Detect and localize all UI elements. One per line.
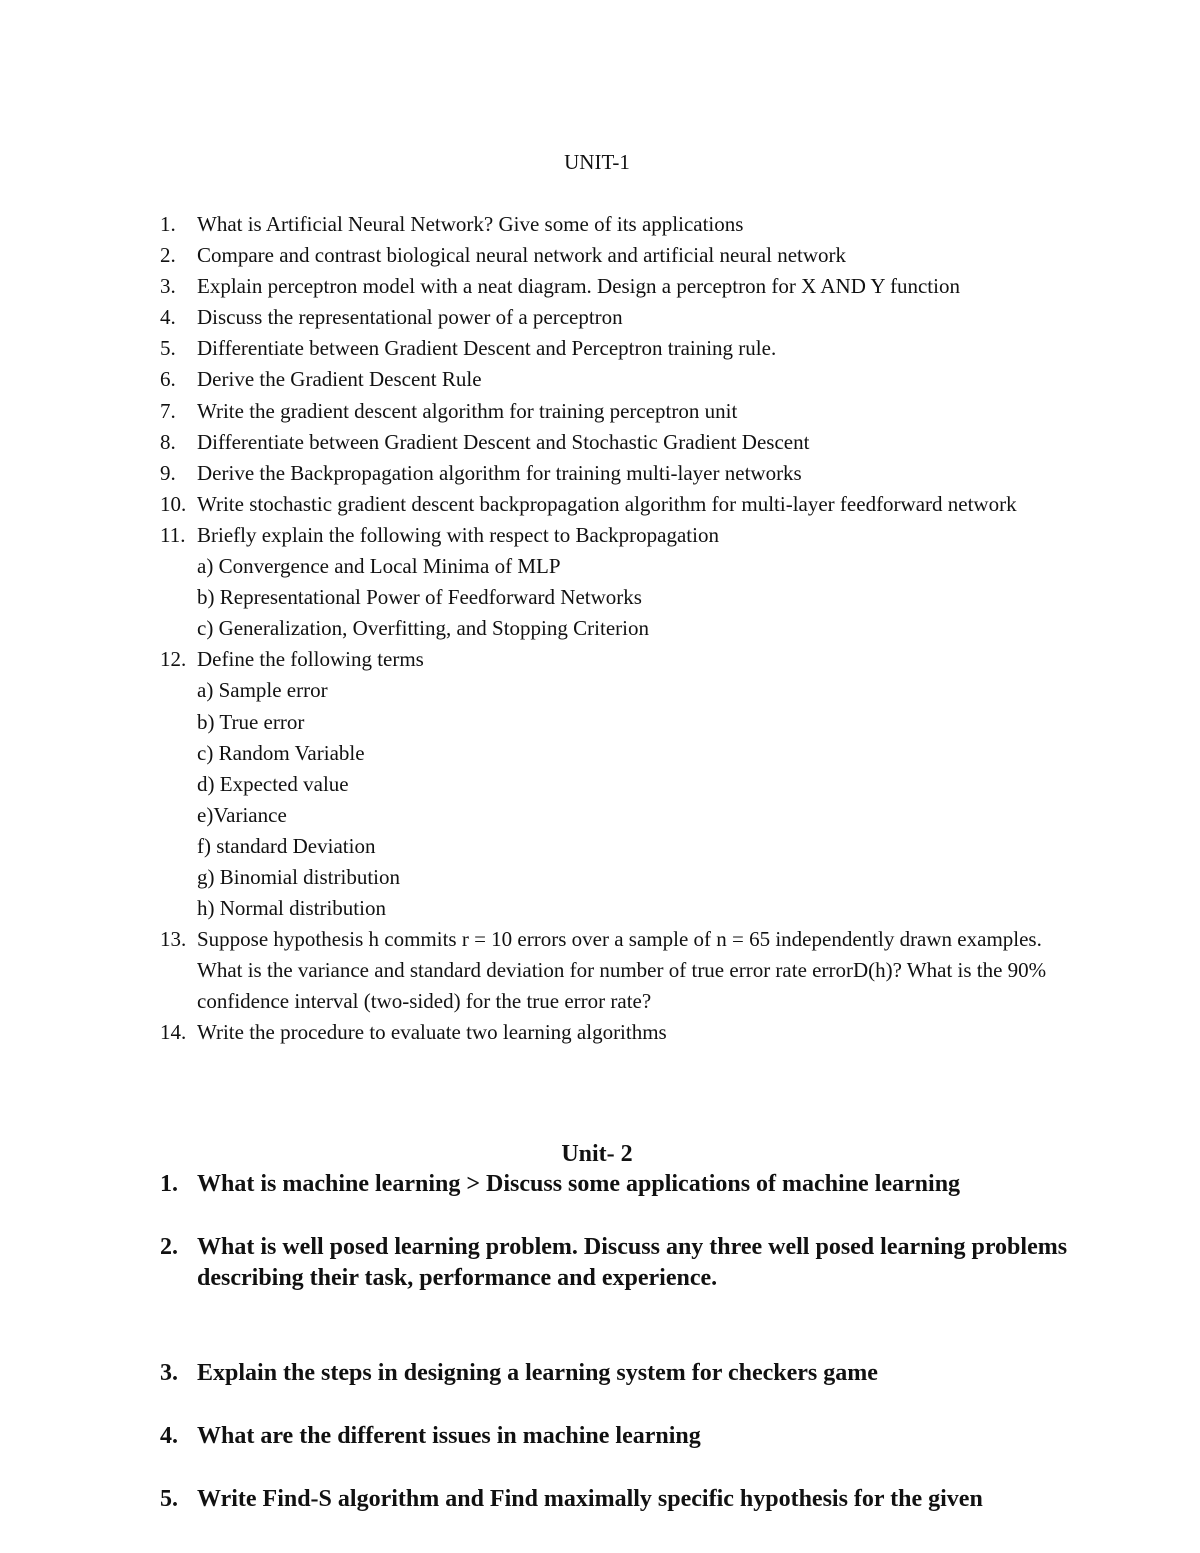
question-number: 5. xyxy=(160,1486,178,1512)
question-text: Discuss the representational power of a perceptron xyxy=(197,305,623,330)
sub-item: h) Normal distribution xyxy=(197,896,386,921)
question-item xyxy=(160,364,1090,395)
question-number: 13. xyxy=(160,927,187,952)
question-text: Write the procedure to evaluate two learning algorithms xyxy=(197,1020,667,1045)
question-item xyxy=(160,302,1090,333)
question-number: 14. xyxy=(160,1020,187,1045)
question-item xyxy=(160,1017,1090,1048)
question-number: 4. xyxy=(160,305,176,330)
sub-item: a) Sample error xyxy=(197,678,328,703)
question-text: Write Find-S algorithm and Find maximally specific hypothesis for the given xyxy=(197,1486,983,1512)
question-number: 4. xyxy=(160,1423,178,1449)
question-item xyxy=(160,240,1090,271)
question-item xyxy=(160,396,1090,427)
question-text: Write the gradient descent algorithm for training perceptron unit xyxy=(197,398,738,423)
question-number: 3. xyxy=(160,1360,178,1386)
question-text: Explain perceptron model with a neat diagram. Design a perceptron for X AND Y function xyxy=(197,274,960,299)
question-number: 10. xyxy=(160,491,187,516)
question-number: 3. xyxy=(160,274,176,299)
question-number: 2. xyxy=(160,243,176,268)
question-item xyxy=(160,427,1090,458)
question-number: 8. xyxy=(160,429,176,454)
sub-item: e)Variance xyxy=(197,802,287,827)
question-text: What is machine learning > Discuss some applications of machine learning xyxy=(197,1171,961,1197)
question-item xyxy=(160,458,1090,489)
question-text: Differentiate between Gradient Descent and Perceptron training rule. xyxy=(197,336,777,361)
question-item xyxy=(160,644,1090,924)
sub-item: g) Binomial distribution xyxy=(197,864,400,889)
question-item xyxy=(160,1421,1080,1452)
question-item xyxy=(160,520,1090,644)
unit1-question-list xyxy=(160,209,1090,1049)
unit2-question-list xyxy=(160,1169,1080,1515)
question-number: 2. xyxy=(160,1234,178,1260)
question-text: Define the following terms xyxy=(197,647,424,672)
question-text: Briefly explain the following with respect to Backpropagation xyxy=(197,522,719,547)
sub-item: b) True error xyxy=(197,709,305,734)
question-number: 1. xyxy=(160,212,176,236)
question-item xyxy=(160,333,1090,364)
question-number: 11. xyxy=(160,522,186,547)
sub-item: b) Representational Power of Feedforward Networks xyxy=(197,585,642,610)
sub-item: a) Convergence and Local Minima of MLP xyxy=(197,554,561,579)
question-number: 9. xyxy=(160,460,176,485)
question-item xyxy=(160,1484,1080,1515)
question-text: Compare and contrast biological neural network and artificial neural network xyxy=(197,243,847,268)
question-number: 5. xyxy=(160,336,176,361)
question-number: 6. xyxy=(160,367,176,392)
unit1-title: UNIT-1 xyxy=(564,150,630,174)
question-item xyxy=(160,924,1090,1017)
question-item xyxy=(160,209,1090,240)
question-text: What are the different issues in machine learning xyxy=(197,1423,701,1449)
sub-item: f) standard Deviation xyxy=(197,833,376,858)
question-number: 1. xyxy=(160,1171,178,1197)
question-item xyxy=(160,489,1090,520)
question-text: Derive the Backpropagation algorithm for training multi-layer networks xyxy=(197,460,802,485)
question-number: 7. xyxy=(160,398,176,423)
question-number: 12. xyxy=(160,647,187,672)
question-text: Derive the Gradient Descent Rule xyxy=(197,367,482,392)
question-item xyxy=(160,1232,1080,1294)
question-text: What is well posed learning problem. Discuss any three well posed learning problems describing their task, performance and experience. xyxy=(197,1234,1068,1291)
question-item xyxy=(160,271,1090,302)
question-item xyxy=(160,1358,1080,1389)
sub-item: c) Random Variable xyxy=(197,740,365,765)
question-text: Differentiate between Gradient Descent and Stochastic Gradient Descent xyxy=(197,429,810,454)
sub-item: c) Generalization, Overfitting, and Stopping Criterion xyxy=(197,616,649,641)
question-text: What is Artificial Neural Network? Give some of its applications xyxy=(197,212,744,236)
question-text: Write stochastic gradient descent backpropagation algorithm for multi-layer feedforward network xyxy=(197,491,1017,516)
question-text: Suppose hypothesis h commits r = 10 errors over a sample of n = 65 independently drawn examples. What is the variance and standard deviation for number of true error rate errorD(h)? What is the 90% confidence interval (two-sided) for the true error rate? xyxy=(197,927,1047,1014)
sub-item: d) Expected value xyxy=(197,771,349,796)
question-text: Explain the steps in designing a learning system for checkers game xyxy=(197,1360,878,1386)
unit2-title: Unit- 2 xyxy=(561,1141,633,1167)
question-item xyxy=(160,1169,1080,1200)
